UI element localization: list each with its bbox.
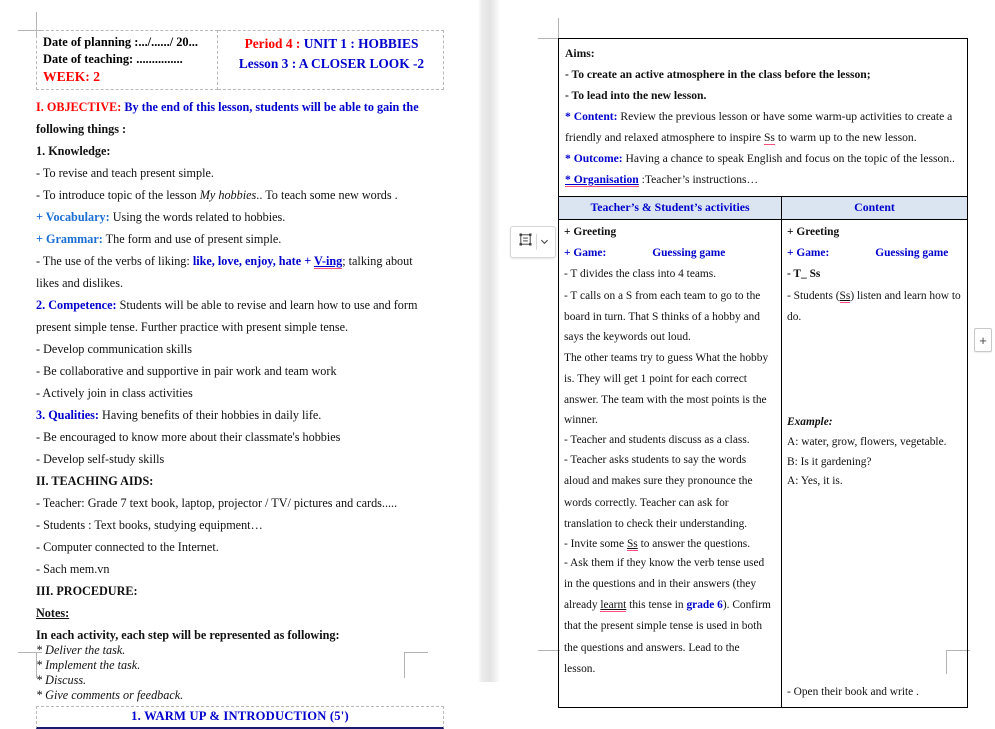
activities-line: board in turn. That S thinks of a hobby and [564,310,760,323]
activities-greeting: + Greeting [564,226,617,238]
page-gap-divider [478,0,500,682]
competence-line: 2. Competence: Students will be able to revise and learn how to use and form [36,298,418,312]
document-page-left [0,0,478,723]
v-ing-term: V-ing [313,254,343,268]
qualities-item-1: - Be encouraged to know more about their classmate's hobbies [36,430,341,444]
content-t-ss: - T_ Ss [787,268,821,281]
document-page-right [500,0,995,698]
activities-line: - T divides the class into 4 teams. [564,268,717,281]
activities-line: lesson. [564,662,596,675]
content-cell [782,220,968,708]
competence-item-1: - Develop communication skills [36,342,193,356]
activities-line: - Teacher and students discuss as a class. [564,433,750,446]
period-unit-line: Period 4 : UNIT 1 : HOBBIES [244,36,419,51]
column-header-content: Content [782,197,968,220]
content-example-line: A: Yes, it is. [787,475,843,488]
activities-line: translation to check their understanding. [564,517,748,530]
procedure-table [558,196,968,708]
activities-line: - Ask them if they know the verb tense used [564,557,765,570]
content-spacer [787,328,962,412]
teaching-aids-item-3: - Computer connected to the Internet. [36,540,219,554]
activities-line: - T calls on a S from each team to go to the [564,289,761,302]
date-of-teaching-row: Date of teaching: ............... [43,52,183,66]
content-students-line-2: do. [787,310,802,323]
planning-header-table [36,30,444,90]
procedure-step-2: * Implement the task. [36,658,141,672]
notes-label: Notes: [36,606,70,620]
content-example-label: Example: [787,416,833,429]
activities-line: answer. The team with the most points is the [564,393,767,406]
content-example-line: A: water, grow, flowers, vegetable. [787,436,947,449]
competence-item-2: - Be collaborative and supportive in pair work and team work [36,364,337,378]
left-page-content [36,30,444,729]
period-unit-cell [218,31,444,90]
object-anchor-icon[interactable] [518,232,533,252]
procedure-step-1: * Deliver the task. [36,643,126,657]
right-page-content [558,38,968,708]
activities-line: The other teams try to guess What the hobby [564,351,769,364]
learnt-term: learnt [600,599,627,612]
content-spacer-2 [787,492,962,682]
activities-line: that the present simple tense is used in both [564,620,763,633]
objective-heading-cont: following things : [36,122,127,136]
planning-info-cell [37,31,218,90]
ss-term: Ss [839,289,851,302]
teaching-aids-heading: II. TEACHING AIDS: [36,474,154,488]
aims-content-line-2: friendly and relaxed atmosphere to inspire Ss to warm up to the new lesson. [565,131,917,144]
procedure-step-4: * Give comments or feedback. [36,688,184,702]
activities-line: in the questions and in their answers (they [564,577,757,590]
knowledge-item-1: - To revise and teach present simple. [36,166,214,180]
ss-term: Ss [763,131,775,144]
toolbar-divider [536,234,537,250]
date-of-planning-row: Date of planning :.../....../ 20... [43,35,198,49]
activities-line: is. They will get 1 point for each correct [564,372,747,385]
qualities-item-2: - Develop self-study skills [36,452,165,466]
grammar-item: + Grammar: The form and use of present simple. [36,232,282,246]
aims-outcome-line: * Outcome: Having a chance to speak English and focus on the topic of the lesson.. [565,152,955,165]
knowledge-heading: 1. Knowledge: [36,144,111,158]
verbs-of-liking-cont: likes and dislikes. [36,276,123,290]
warm-up-banner: 1. WARM UP & INTRODUCTION (5') [36,706,444,729]
activities-line: the questions and answers. Lead to the [564,641,740,654]
aims-title: Aims: [565,47,595,60]
activities-game-line: + Game: Guessing game [564,247,726,260]
table-header-row [559,197,968,220]
lesson-topic-italic: My hobbies [199,188,257,202]
knowledge-item-2: - To introduce topic of the lesson My hobbies.. To teach some new words . [36,188,398,202]
week-row: WEEK: 2 [43,69,101,84]
activities-invite-line: - Invite some Ss to answer the questions. [564,537,751,550]
procedure-step-3: * Discuss. [36,673,87,687]
teaching-aids-item-1: - Teacher: Grade 7 text book, laptop, projector / TV/ pictures and cards..... [36,496,398,510]
activities-line: winner. [564,414,598,427]
column-header-activities: Teacher’s & Student’s activities [559,197,782,220]
table-row [559,220,968,708]
qualities-line: 3. Qualities: Having benefits of their hobbies in daily life. [36,408,322,422]
activities-line: aloud and makes sure they pronounce the [564,475,753,488]
teaching-aids-item-2: - Students : Text books, studying equipment… [36,518,263,532]
aims-organisation-line: * Organisation :Teacher’s instructions… [565,173,759,186]
content-students-line: - Students (Ss) listen and learn how to [787,289,961,302]
competence-cont: present simple tense. Further practice with present simple tense. [36,320,349,334]
ss-term: Ss [626,537,638,550]
activities-line: words correctly. Teacher can ask for [564,496,729,509]
activities-line: - Teacher asks students to say the words [564,454,747,467]
content-footer-line: - Open their book and write . [787,685,919,698]
content-example-line: B: Is it gardening? [787,455,872,468]
add-row-button[interactable]: + [974,328,992,352]
activities-cell [559,220,782,708]
objective-heading: I. OBJECTIVE: By the end of this lesson, students will be able to gain the [36,100,419,114]
content-greeting: + Greeting [787,226,840,238]
teaching-aids-item-4: - Sach mem.vn [36,562,110,576]
vocabulary-item: + Vocabulary: Using the words related to hobbies. [36,210,286,224]
layout-options-button[interactable] [510,226,556,258]
competence-item-3: - Actively join in class activities [36,386,193,400]
aims-bullet-2: - To lead into the new lesson. [565,89,707,102]
aims-bullet-1: - To create an active atmosphere in the class before the lesson; [565,68,871,81]
chevron-down-icon[interactable] [540,233,549,251]
procedure-heading: III. PROCEDURE: [36,584,138,598]
grade-6-term: grade 6 [686,599,723,612]
lesson-line: Lesson 3 : A CLOSER LOOK -2 [238,56,425,71]
notes-intro: In each activity, each step will be represented as following: [36,628,340,642]
verbs-of-liking-item: - The use of the verbs of liking: like, love, enjoy, hate + V-ing; talking about [36,254,413,268]
activities-learnt-line: already learnt this tense in grade 6). Confirm [564,599,771,612]
activities-line: says the keywords out loud. [564,331,691,344]
content-game-line: + Game: Guessing game [787,247,949,260]
aims-content-line: * Content: Review the previous lesson or have some warm-up activities to create a [565,110,953,123]
aims-box [558,38,968,196]
